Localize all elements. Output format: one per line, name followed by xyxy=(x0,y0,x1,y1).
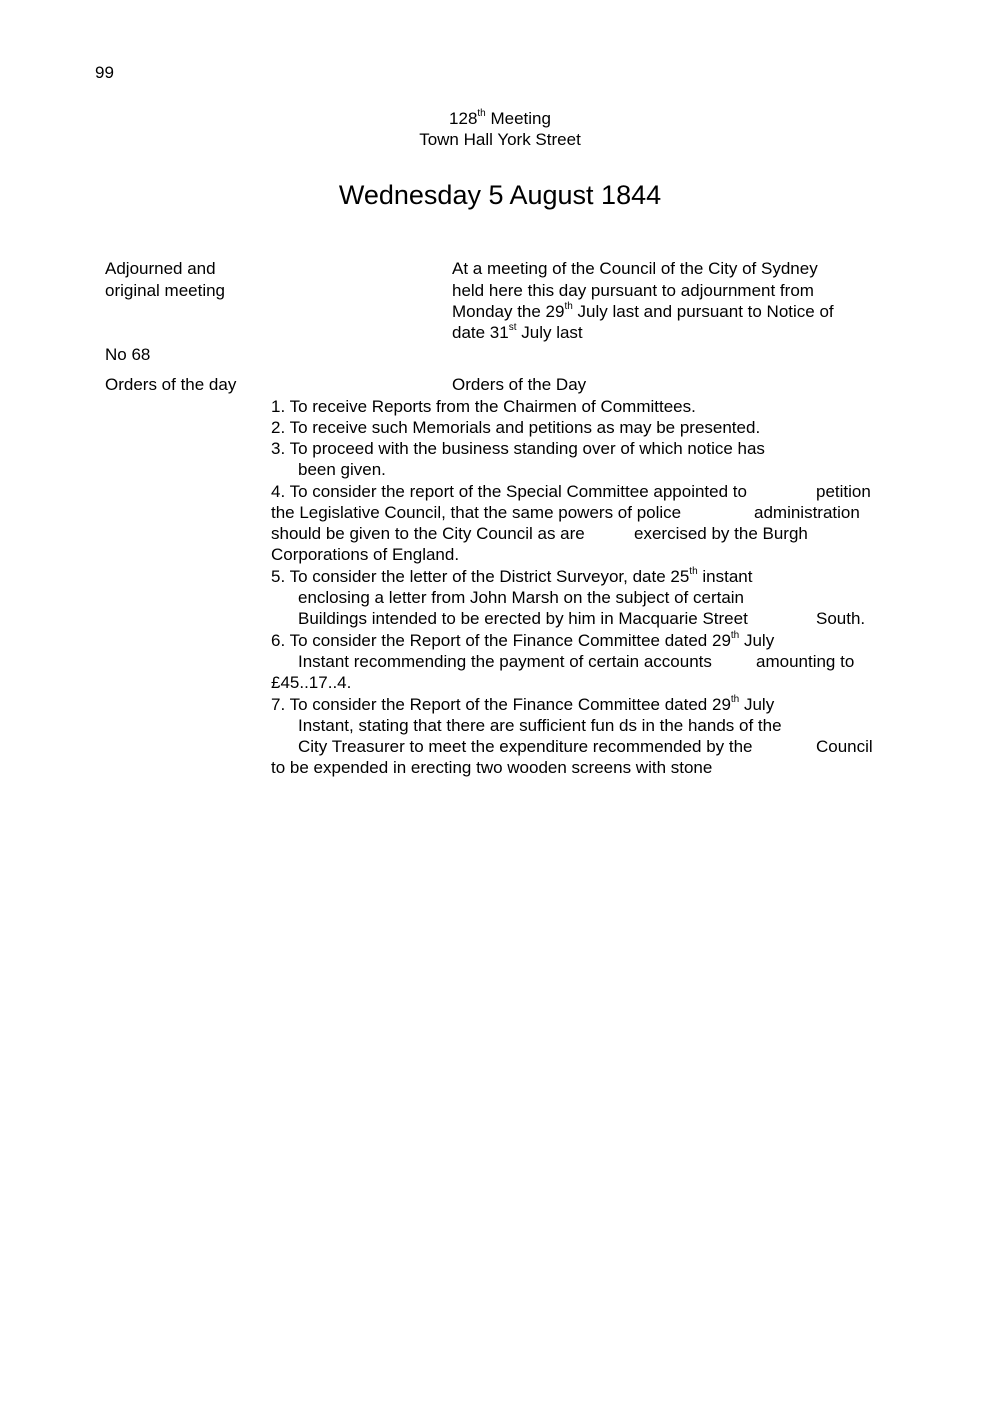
order-item-7-sup: th xyxy=(730,694,740,706)
order-item-6-line-1b: July xyxy=(739,631,775,650)
order-item-7-line-1a: 7. To consider the Report of the Finance Committee dated 29 xyxy=(271,695,731,714)
order-item-4-line-2a: the Legislative Council, that the same powers of police xyxy=(271,503,682,522)
intro-line-4-a: date 31 xyxy=(452,323,509,342)
intro-line-4-b: July last xyxy=(516,323,583,342)
order-item-7-line-4: to be expended in erecting two wooden screens with stone xyxy=(271,758,713,777)
intro-line-4-sup: st xyxy=(508,322,517,334)
intro-line-4 xyxy=(452,322,583,343)
order-item-2: 2. To receive such Memorials and petitions as may be presented. xyxy=(271,418,761,437)
intro-line-3 xyxy=(452,301,834,322)
meeting-number-suffix: th xyxy=(477,108,486,120)
order-item-5-line-3b: South. xyxy=(816,609,866,628)
order-item-5-line-1 xyxy=(271,566,752,587)
order-item-6-line-1a: 6. To consider the Report of the Finance Committee dated 29 xyxy=(271,631,731,650)
meeting-heading xyxy=(0,108,1000,129)
order-item-4-line-3a: should be given to the City Council as are xyxy=(271,524,585,543)
order-item-6-line-2b: amounting to xyxy=(756,652,855,671)
order-item-4-line-1a: 4. To consider the report of the Special Committee appointed to xyxy=(271,482,747,501)
order-item-5-line-1a: 5. To consider the letter of the District Surveyor, date 25 xyxy=(271,567,690,586)
intro-line-1: At a meeting of the Council of the City of Sydney xyxy=(452,259,818,278)
order-item-7-line-1 xyxy=(271,694,774,715)
order-item-7-line-2: Instant, stating that there are sufficient fun ds in the hands of the xyxy=(298,716,782,735)
order-item-5-sup: th xyxy=(689,566,698,578)
order-item-3-line-2: been given. xyxy=(298,460,386,479)
order-item-7-line-3a: City Treasurer to meet the expenditure recommended by the xyxy=(298,737,753,756)
order-item-7-line-1b: July xyxy=(739,695,775,714)
margin-note-number: No 68 xyxy=(105,345,151,364)
order-item-4-line-1b: petition xyxy=(816,482,871,501)
meeting-location: Town Hall York Street xyxy=(419,130,581,149)
intro-line-2: held here this day pursuant to adjournment from xyxy=(452,281,814,300)
margin-note-orders: Orders of the day xyxy=(105,375,237,394)
order-item-5-line-3a: Buildings intended to be erected by him in Macquarie Street xyxy=(298,609,748,628)
orders-heading: Orders of the Day xyxy=(452,375,587,394)
order-item-4-line-3b: exercised by the Burgh xyxy=(634,524,808,543)
order-item-6-line-1 xyxy=(271,630,774,651)
order-item-6-line-2a: Instant recommending the payment of certain accounts xyxy=(298,652,712,671)
intro-line-3-sup: th xyxy=(564,301,573,313)
date-title: Wednesday 5 August 1844 xyxy=(338,180,662,210)
order-item-5-line-2: enclosing a letter from John Marsh on the subject of certain xyxy=(298,588,745,607)
order-item-4-line-4: Corporations of England. xyxy=(271,545,460,564)
margin-note-adjourned-2: original meeting xyxy=(105,281,226,300)
intro-line-3-b: July last and pursuant to Notice of xyxy=(572,302,834,321)
order-item-6-line-3: £45..17..4. xyxy=(271,673,352,692)
order-item-6-sup: th xyxy=(730,630,740,642)
meeting-number: 128 xyxy=(449,109,478,128)
order-item-4-line-2b: administration xyxy=(754,503,860,522)
meeting-word: Meeting xyxy=(485,109,551,128)
intro-line-3-a: Monday the 29 xyxy=(452,302,565,321)
order-item-3-line-1: 3. To proceed with the business standing over of which notice has xyxy=(271,439,765,458)
margin-note-adjourned-1: Adjourned and xyxy=(105,259,216,278)
page-number: 99 xyxy=(95,63,114,82)
order-item-7-line-3b: Council xyxy=(816,737,873,756)
order-item-1: 1. To receive Reports from the Chairmen of Committees. xyxy=(271,397,696,416)
order-item-5-line-1b: instant xyxy=(697,567,753,586)
